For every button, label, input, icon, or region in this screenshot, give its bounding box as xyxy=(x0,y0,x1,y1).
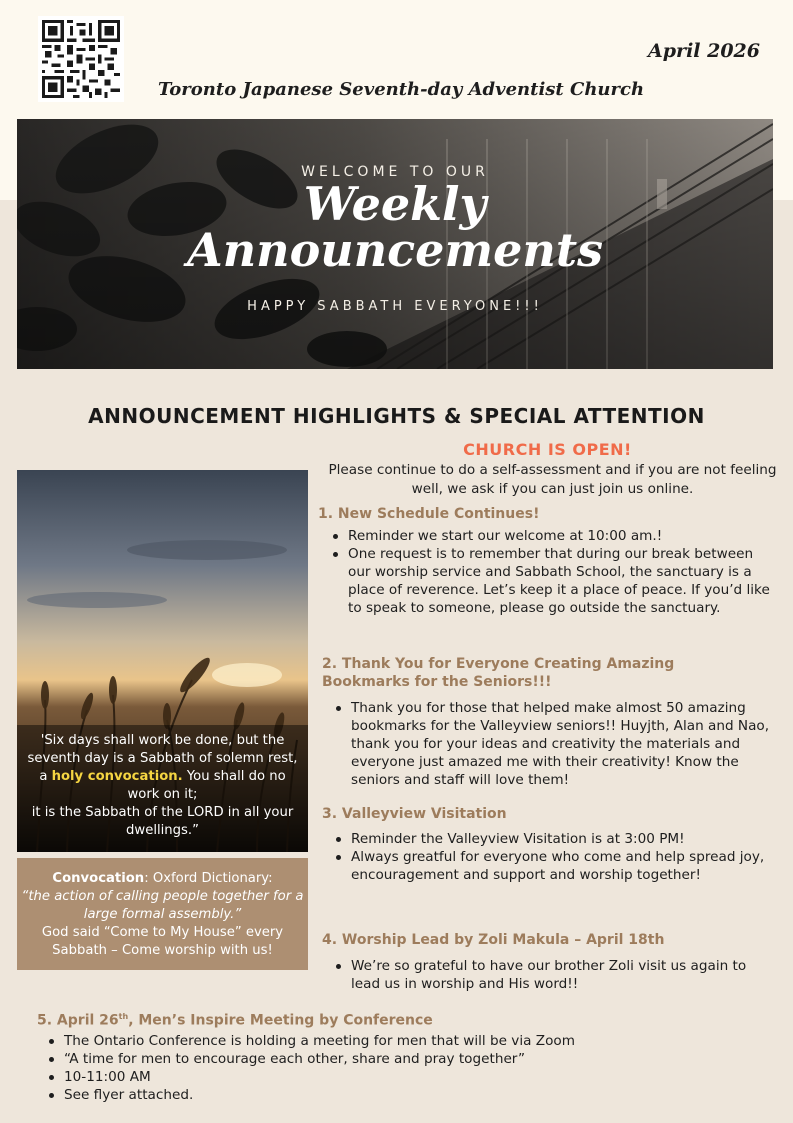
hero-title-line1: Weekly xyxy=(303,177,487,231)
list-item: The Ontario Conference is holding a meeting for men that will be via Zoom xyxy=(46,1032,746,1050)
hero-subtitle: HAPPY SABBATH EVERYONE!!! xyxy=(247,299,543,314)
verse-part2: You shall do no work on it; xyxy=(127,769,286,802)
convocation-definition-box xyxy=(17,858,308,970)
convocation-source: : Oxford Dictionary: xyxy=(144,871,273,886)
list-item: Always greatful for everyone who come and help spread joy, encouragement and support and worship together! xyxy=(333,848,773,884)
hero-banner xyxy=(17,119,773,369)
section-4-list xyxy=(333,957,753,993)
list-item: See flyer attached. xyxy=(46,1086,746,1104)
hero-welcome-text: WELCOME TO OUR xyxy=(301,164,489,180)
church-open-title: CHURCH IS OPEN! xyxy=(463,440,632,459)
list-item: Reminder we start our welcome at 10:00 am.! xyxy=(330,527,770,545)
section-5-heading: 5. April 26th, Men’s Inspire Meeting by Conference xyxy=(37,1012,433,1029)
section-3-heading: 3. Valleyview Visitation xyxy=(322,806,507,822)
section-1-heading: 1. New Schedule Continues! xyxy=(318,506,540,522)
list-item: 10-11:00 AM xyxy=(46,1068,746,1086)
wheat-field-photo xyxy=(17,470,308,852)
hero-title xyxy=(17,177,773,277)
list-item: Thank you for those that helped make almost 50 amazing bookmarks for the Valleyview seniors!! Huyjth, Alan and Nao, thank you for your ideas and creativity the materials and everyone just amazed me with their creativity! Know the seniors and staff will love them! xyxy=(333,699,773,789)
verse-part1: 'Six days shall work be done, but the seventh day is a Sabbath of solemn rest, a xyxy=(27,733,298,784)
list-item: One request is to remember that during our break between our worship service and Sabbath School, the sanctuary is a place of reverence. Let’s keep it a place of peace. If you’d like to speak to someone, please go outside the sanctuary. xyxy=(330,545,770,617)
church-name: Toronto Japanese Seventh-day Adventist Church xyxy=(157,79,645,100)
highlights-heading: ANNOUNCEMENT HIGHLIGHTS & SPECIAL ATTENTION xyxy=(88,404,705,428)
verse-highlight: holy convocation. xyxy=(51,769,183,784)
convocation-term-line xyxy=(17,870,308,888)
section-2-list xyxy=(333,699,773,789)
church-open-block xyxy=(310,440,785,499)
list-item: Reminder the Valleyview Visitation is at 3:00 PM! xyxy=(333,830,773,848)
convocation-note: God said “Come to My House” every Sabbath – Come worship with us! xyxy=(41,925,284,958)
section-1-list xyxy=(330,527,770,617)
convocation-definition: “the action of calling people together for a large formal assembly.” xyxy=(21,889,304,922)
section-2-heading: 2. Thank You for Everyone Creating Amazing Bookmarks for the Seniors!!! xyxy=(322,656,675,690)
section-5-list xyxy=(46,1032,746,1104)
list-item: “A time for men to encourage each other, share and pray together” xyxy=(46,1050,746,1068)
convocation-term: Convocation xyxy=(52,871,145,886)
section-3-list xyxy=(333,830,773,884)
scripture-verse xyxy=(23,732,302,840)
hero-title-line2: Announcements xyxy=(187,223,603,277)
verse-part3: it is the Sabbath of the LORD in all your dwellings.” xyxy=(31,805,294,838)
newsletter-date: April 2026 xyxy=(648,40,760,62)
section-4-heading: 4. Worship Lead by Zoli Makula – April 18th xyxy=(322,932,665,948)
church-open-description: Please continue to do a self-assessment and if you are not feeling well, we ask if you can just join us online. xyxy=(328,462,777,497)
list-item: We’re so grateful to have our brother Zoli visit us again to lead us in worship and His word!! xyxy=(333,957,753,993)
